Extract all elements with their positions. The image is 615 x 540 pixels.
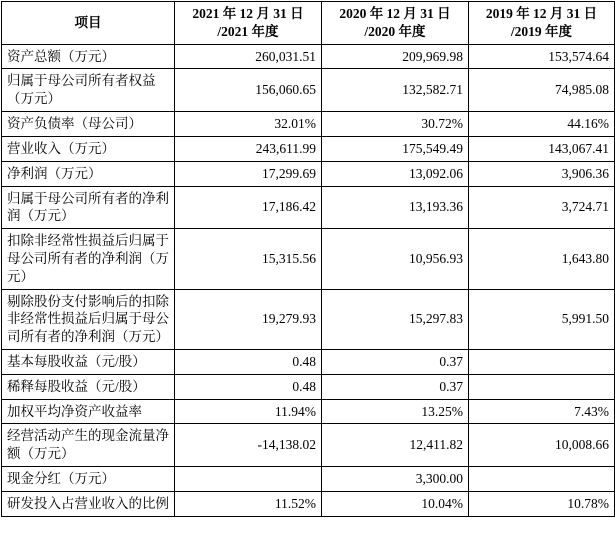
cell-2021: 32.01% — [175, 112, 322, 137]
cell-2019: 44.16% — [469, 112, 615, 137]
table-header — [2, 2, 615, 45]
cell-2020: 15,297.83 — [322, 289, 469, 349]
row-label: 营业收入（万元） — [2, 136, 175, 161]
column-header-2021 — [175, 2, 322, 45]
table-row — [2, 229, 615, 289]
column-header-2019-line2: /2019 年度 — [510, 23, 573, 39]
cell-2021: 243,611.99 — [175, 136, 322, 161]
row-label: 现金分红（万元） — [2, 467, 175, 492]
table-row — [2, 424, 615, 467]
row-label: 稀释每股收益（元/股） — [2, 374, 175, 399]
row-label: 经营活动产生的现金流量净额（万元） — [2, 424, 175, 467]
row-label: 剔除股份支付影响后的扣除非经常性损益后归属于母公司所有者的净利润（万元） — [2, 289, 175, 349]
row-label: 资产总额（万元） — [2, 44, 175, 69]
cell-2021 — [175, 467, 322, 492]
cell-2021: 11.94% — [175, 399, 322, 424]
cell-2021: 17,299.69 — [175, 161, 322, 186]
cell-2019 — [469, 467, 615, 492]
table-row — [2, 136, 615, 161]
cell-2020: 209,969.98 — [322, 44, 469, 69]
column-header-2021-line2: /2021 年度 — [217, 23, 279, 39]
row-label: 加权平均净资产收益率 — [2, 399, 175, 424]
cell-2020: 12,411.82 — [322, 424, 469, 467]
cell-2021: 17,186.42 — [175, 186, 322, 229]
cell-2021: 260,031.51 — [175, 44, 322, 69]
column-header-2021-line1: 2021 年 12 月 31 日 — [192, 6, 304, 21]
cell-2020: 13,193.36 — [322, 186, 469, 229]
cell-2019 — [469, 374, 615, 399]
column-header-item: 项目 — [2, 2, 175, 45]
cell-2019: 10.78% — [469, 491, 615, 516]
table-row — [2, 491, 615, 516]
cell-2019: 153,574.64 — [469, 44, 615, 69]
cell-2021: 15,315.56 — [175, 229, 322, 289]
table-row — [2, 350, 615, 375]
cell-2019: 10,008.66 — [469, 424, 615, 467]
column-header-2020-line2: /2020 年度 — [364, 23, 426, 39]
row-label: 基本每股收益（元/股） — [2, 350, 175, 375]
table-header-row — [2, 2, 615, 45]
row-label: 资产负债率（母公司） — [2, 112, 175, 137]
row-label: 净利润（万元） — [2, 161, 175, 186]
cell-2021: 156,060.65 — [175, 69, 322, 112]
cell-2021: 19,279.93 — [175, 289, 322, 349]
cell-2020: 132,582.71 — [322, 69, 469, 112]
column-header-2020-line1: 2020 年 12 月 31 日 — [339, 6, 451, 21]
column-header-2019-line1: 2019 年 12 月 31 日 — [485, 6, 598, 21]
table-row — [2, 161, 615, 186]
cell-2019: 3,724.71 — [469, 186, 615, 229]
table-row — [2, 467, 615, 492]
financial-summary-sheet — [0, 1, 615, 540]
column-header-2019 — [469, 2, 615, 45]
table-row — [2, 112, 615, 137]
cell-2021: 0.48 — [175, 350, 322, 375]
table-row — [2, 69, 615, 112]
cell-2019: 7.43% — [469, 399, 615, 424]
cell-2021: -14,138.02 — [175, 424, 322, 467]
cell-2020: 10.04% — [322, 491, 469, 516]
column-header-2020 — [322, 2, 469, 45]
cell-2021: 0.48 — [175, 374, 322, 399]
cell-2019 — [469, 350, 615, 375]
table-row — [2, 374, 615, 399]
table-row — [2, 186, 615, 229]
cell-2019: 143,067.41 — [469, 136, 615, 161]
row-label: 归属于母公司所有者的净利润（万元） — [2, 186, 175, 229]
row-label: 扣除非经常性损益后归属于母公司所有者的净利润（万元） — [2, 229, 175, 289]
table-row — [2, 44, 615, 69]
cell-2019: 3,906.36 — [469, 161, 615, 186]
cell-2020: 3,300.00 — [322, 467, 469, 492]
cell-2020: 30.72% — [322, 112, 469, 137]
cell-2019: 74,985.08 — [469, 69, 615, 112]
cell-2020: 0.37 — [322, 374, 469, 399]
cell-2020: 13.25% — [322, 399, 469, 424]
financial-summary-table — [1, 1, 615, 517]
table-row — [2, 399, 615, 424]
cell-2020: 0.37 — [322, 350, 469, 375]
cell-2020: 175,549.49 — [322, 136, 469, 161]
table-row — [2, 289, 615, 349]
table-body — [2, 44, 615, 516]
cell-2019: 5,991.50 — [469, 289, 615, 349]
row-label: 研发投入占营业收入的比例 — [2, 491, 175, 516]
row-label: 归属于母公司所有者权益（万元） — [2, 69, 175, 112]
cell-2020: 13,092.06 — [322, 161, 469, 186]
cell-2019: 1,643.80 — [469, 229, 615, 289]
cell-2021: 11.52% — [175, 491, 322, 516]
cell-2020: 10,956.93 — [322, 229, 469, 289]
